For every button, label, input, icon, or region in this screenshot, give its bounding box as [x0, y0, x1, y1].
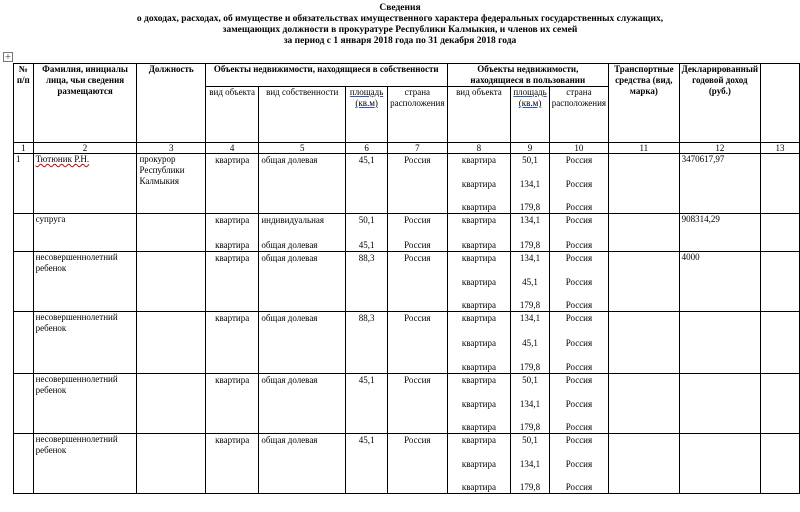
used-area-entry: 45,1	[522, 338, 538, 348]
person-position	[137, 312, 205, 374]
row-number	[14, 434, 34, 494]
used-type-entry: квартира	[461, 422, 496, 432]
owned-ownership	[259, 252, 346, 312]
owned-area-entry: 45,1	[358, 435, 375, 445]
owned-country	[388, 312, 447, 374]
column-number: 6	[346, 143, 388, 154]
used-type-entry: квартира	[461, 155, 496, 165]
used-country	[549, 312, 608, 374]
used-type	[447, 434, 511, 494]
used-area-entry: 179,8	[519, 300, 541, 310]
owned-ownership-entry: общая долевая	[261, 155, 318, 165]
used-country-entry: Россия	[565, 399, 593, 409]
used-country-entry: Россия	[565, 313, 593, 323]
header-position: Должность	[137, 64, 205, 143]
column-number: 2	[33, 143, 137, 154]
owned-country	[388, 154, 447, 214]
column-number: 3	[137, 143, 205, 154]
person-name: несовершеннолетний ребенок	[33, 434, 137, 494]
used-country-entry: Россия	[565, 300, 593, 310]
owned-type-entry: квартира	[215, 155, 250, 165]
used-country-entry: Россия	[565, 375, 593, 385]
person-name: Тютюник Р.Н.	[33, 154, 137, 214]
column-13	[761, 154, 800, 214]
header-owned-country: страна расположения	[388, 87, 447, 143]
table-row	[14, 154, 800, 214]
owned-country-entry: Россия	[404, 253, 431, 263]
table-row	[14, 374, 800, 434]
owned-country	[388, 214, 447, 252]
used-area-entry: 134,1	[519, 253, 541, 263]
owned-ownership-entry: общая долевая	[261, 435, 318, 445]
owned-country	[388, 252, 447, 312]
owned-country-entry: Россия	[404, 435, 431, 445]
owned-area	[346, 214, 388, 252]
person-name: несовершеннолетний ребенок	[33, 252, 137, 312]
document-subtitle-line1: о доходах, расходах, об имуществе и обязательствах имущественного характера федеральных государственных служащих,	[136, 14, 664, 24]
used-type-entry: квартира	[461, 179, 496, 189]
used-country-entry: Россия	[565, 435, 593, 445]
owned-ownership	[259, 374, 346, 434]
used-type	[447, 154, 511, 214]
owned-ownership-entry: общая долевая	[261, 253, 318, 263]
used-area	[511, 252, 549, 312]
owned-type	[205, 154, 258, 214]
header-owned-area: площадь (кв.м)	[346, 87, 388, 143]
transport	[609, 252, 680, 312]
transport	[609, 374, 680, 434]
used-area-entry: 179,8	[519, 362, 541, 372]
owned-type-entry: квартира	[215, 240, 250, 250]
owned-type	[205, 434, 258, 494]
used-type-entry: квартира	[461, 313, 496, 323]
header-used-type: вид объекта	[447, 87, 511, 143]
owned-type-entry: квартира	[215, 375, 250, 385]
used-type-entry: квартира	[461, 459, 496, 469]
person-position	[137, 374, 205, 434]
owned-area	[346, 434, 388, 494]
owned-ownership-entry: общая долевая	[261, 313, 318, 323]
owned-type	[205, 252, 258, 312]
owned-area-entry: 45,1	[358, 155, 375, 165]
person-name: супруга	[33, 214, 137, 252]
used-country	[549, 374, 608, 434]
table-row	[14, 434, 800, 494]
person-position: прокурор Республики Калмыкия	[137, 154, 205, 214]
transport	[609, 434, 680, 494]
column-13	[761, 252, 800, 312]
column-number: 11	[609, 143, 680, 154]
used-area	[511, 214, 549, 252]
used-area-entry: 134,1	[519, 179, 541, 189]
header-owned-ownership: вид собственности	[259, 87, 346, 143]
used-country-entry: Россия	[565, 240, 593, 250]
used-area	[511, 374, 549, 434]
used-country-entry: Россия	[565, 459, 593, 469]
person-name: несовершеннолетний ребенок	[33, 312, 137, 374]
column-13	[761, 434, 800, 494]
person-position	[137, 434, 205, 494]
used-area-entry: 134,1	[519, 459, 541, 469]
used-type-entry: квартира	[461, 240, 496, 250]
used-country	[549, 214, 608, 252]
owned-area-entry: 50,1	[358, 215, 375, 225]
used-area-entry: 50,1	[522, 375, 538, 385]
used-type-entry: квартира	[461, 399, 496, 409]
owned-area-entry: 88,3	[358, 253, 375, 263]
column-number: 7	[388, 143, 447, 154]
owned-type-entry: квартира	[215, 215, 250, 225]
owned-area-entry: 45,1	[358, 240, 375, 250]
used-country-entry: Россия	[565, 277, 593, 287]
column-number: 9	[511, 143, 549, 154]
column-13	[761, 312, 800, 374]
owned-ownership	[259, 312, 346, 374]
transport	[609, 312, 680, 374]
header-num: № п/п	[14, 64, 34, 143]
used-area-entry: 45,1	[522, 277, 538, 287]
row-number	[14, 312, 34, 374]
used-type	[447, 374, 511, 434]
row-number: 1	[14, 154, 34, 214]
used-area-entry: 50,1	[522, 435, 538, 445]
table-move-handle-icon[interactable]: +	[4, 52, 12, 61]
used-country-entry: Россия	[565, 422, 593, 432]
owned-ownership-entry: общая долевая	[261, 240, 318, 250]
owned-area-entry: 45,1	[358, 375, 375, 385]
used-type-entry: квартира	[461, 362, 496, 372]
declaration-table	[13, 63, 800, 494]
used-type	[447, 312, 511, 374]
used-area-entry: 179,8	[519, 240, 541, 250]
transport	[609, 214, 680, 252]
column-number: 12	[679, 143, 760, 154]
used-area-entry: 179,8	[519, 422, 541, 432]
person-position	[137, 214, 205, 252]
owned-type	[205, 312, 258, 374]
header-transport: Транспортные средства (вид, марка)	[609, 64, 680, 143]
used-type-entry: квартира	[461, 482, 496, 492]
owned-area-entry: 88,3	[358, 313, 375, 323]
row-number	[14, 252, 34, 312]
owned-area	[346, 252, 388, 312]
table-row	[14, 312, 800, 374]
column-number: 5	[259, 143, 346, 154]
header-used-area: площадь (кв.м)	[511, 87, 549, 143]
used-type-entry: квартира	[461, 435, 496, 445]
used-type-entry: квартира	[461, 253, 496, 263]
row-number	[14, 374, 34, 434]
document-title: Сведения	[379, 3, 421, 13]
document-subtitle-line2: замещающих должности в прокуратуре Республики Калмыкия, и членов их семей	[222, 25, 578, 35]
owned-type-entry: квартира	[215, 435, 250, 445]
used-country-entry: Россия	[565, 155, 593, 165]
used-country-entry: Россия	[565, 338, 593, 348]
transport	[609, 154, 680, 214]
document-period: за период с 1 января 2018 года по 31 декабря 2018 года	[283, 36, 517, 46]
row-number	[14, 214, 34, 252]
owned-ownership	[259, 154, 346, 214]
owned-ownership	[259, 434, 346, 494]
owned-country-entry: Россия	[404, 375, 431, 385]
owned-area	[346, 154, 388, 214]
declared-income	[679, 374, 760, 434]
declared-income	[679, 312, 760, 374]
owned-ownership	[259, 214, 346, 252]
header-income: Декларированный годовой доход (руб.)	[679, 64, 760, 143]
owned-area	[346, 312, 388, 374]
used-area-entry: 50,1	[522, 155, 538, 165]
header-col13	[761, 64, 800, 143]
header-owned-type: вид объекта	[205, 87, 258, 143]
used-type-entry: квартира	[461, 375, 496, 385]
used-country	[549, 434, 608, 494]
person-position	[137, 252, 205, 312]
owned-country	[388, 374, 447, 434]
header-used-property: Объекты недвижимости, находящиеся в пользовании	[447, 64, 609, 87]
owned-ownership-entry: индивидуальная	[261, 215, 325, 225]
declared-income	[679, 434, 760, 494]
owned-type-entry: квартира	[215, 253, 250, 263]
column-13	[761, 374, 800, 434]
table-row	[14, 214, 800, 252]
used-type	[447, 252, 511, 312]
owned-country-entry: Россия	[404, 240, 431, 250]
used-country-entry: Россия	[565, 253, 593, 263]
declared-income: 3470617,97	[679, 154, 760, 214]
header-owned-property: Объекты недвижимости, находящиеся в собственности	[205, 64, 447, 87]
owned-ownership-entry: общая долевая	[261, 375, 318, 385]
used-country-entry: Россия	[565, 362, 593, 372]
used-area-entry: 134,1	[519, 215, 541, 225]
used-area-entry: 179,8	[519, 482, 541, 492]
owned-country-entry: Россия	[404, 215, 431, 225]
declared-income: 908314,29	[679, 214, 760, 252]
column-number: 10	[549, 143, 608, 154]
used-type-entry: квартира	[461, 300, 496, 310]
owned-country	[388, 434, 447, 494]
used-area-entry: 179,8	[519, 202, 541, 212]
table-row	[14, 252, 800, 312]
used-country	[549, 252, 608, 312]
owned-type-entry: квартира	[215, 313, 250, 323]
column-13	[761, 214, 800, 252]
header-name: Фамилия, инициалы лица, чьи сведения размещаются	[33, 64, 137, 143]
person-name: несовершеннолетний ребенок	[33, 374, 137, 434]
used-type-entry: квартира	[461, 338, 496, 348]
used-type-entry: квартира	[461, 215, 496, 225]
used-country-entry: Россия	[565, 482, 593, 492]
used-type	[447, 214, 511, 252]
column-number: 13	[761, 143, 800, 154]
used-country-entry: Россия	[565, 179, 593, 189]
owned-country-entry: Россия	[404, 313, 431, 323]
used-country-entry: Россия	[565, 202, 593, 212]
used-area	[511, 154, 549, 214]
used-country-entry: Россия	[565, 215, 593, 225]
owned-country-entry: Россия	[404, 155, 431, 165]
column-number: 8	[447, 143, 511, 154]
declared-income: 4000	[679, 252, 760, 312]
header-used-country: страна расположения	[549, 87, 608, 143]
owned-type	[205, 214, 258, 252]
used-type-entry: квартира	[461, 277, 496, 287]
used-area-entry: 134,1	[519, 399, 541, 409]
owned-type	[205, 374, 258, 434]
used-area	[511, 312, 549, 374]
column-number: 1	[14, 143, 34, 154]
used-type-entry: квартира	[461, 202, 496, 212]
column-number: 4	[205, 143, 258, 154]
used-area-entry: 134,1	[519, 313, 541, 323]
used-country	[549, 154, 608, 214]
used-area	[511, 434, 549, 494]
owned-area	[346, 374, 388, 434]
